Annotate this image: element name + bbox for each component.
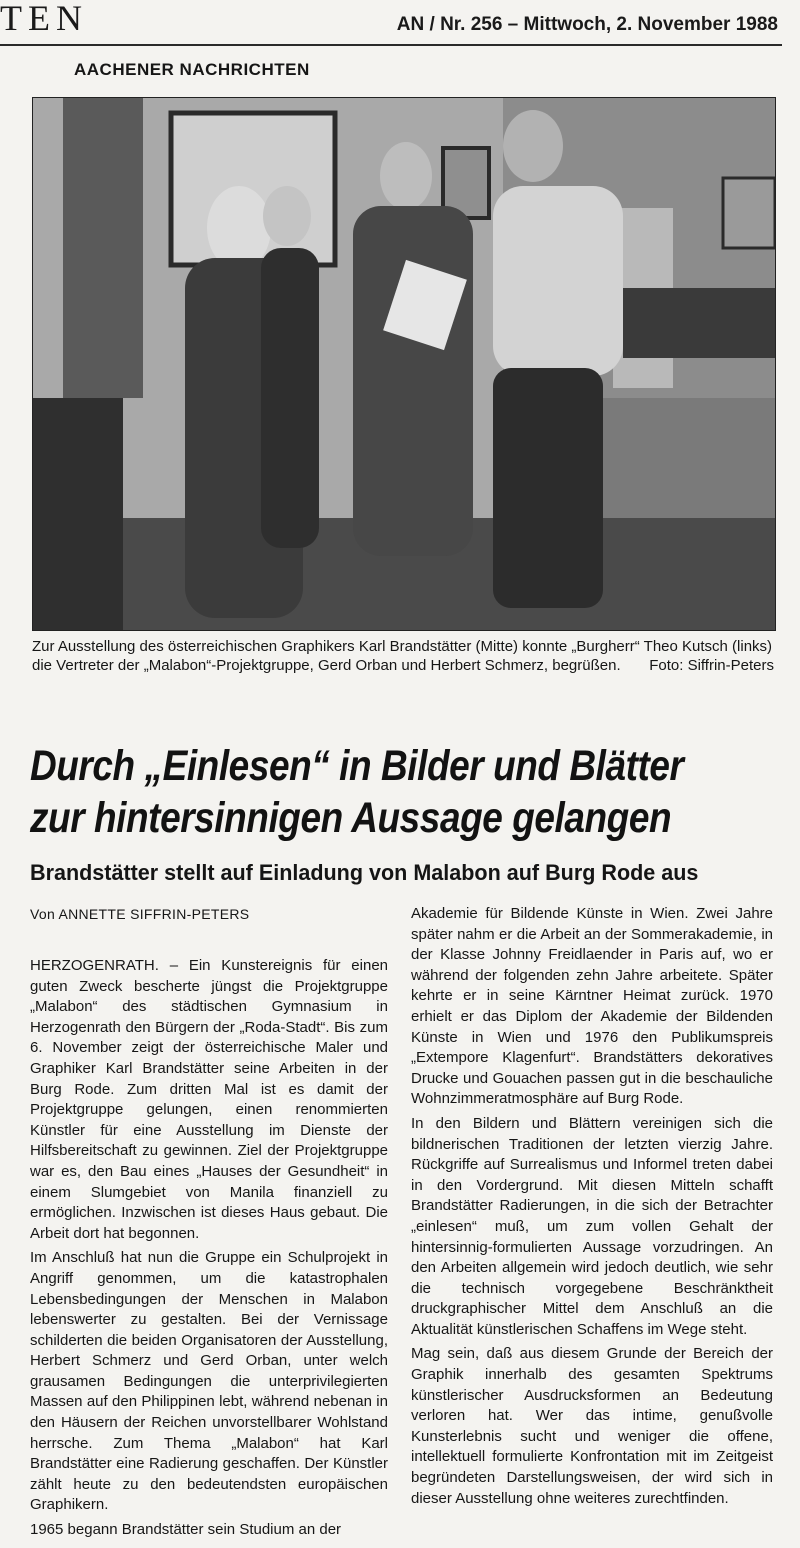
- issue-line: AN / Nr. 256 – Mittwoch, 2. November 1988: [396, 14, 778, 35]
- byline: Von ANNETTE SIFFRIN-PETERS: [30, 906, 250, 922]
- paragraph: 1965 begann Brandstätter sein Studium an der: [30, 1521, 342, 1539]
- masthead-fragment: TEN: [0, 0, 88, 38]
- headline-line-2: zur hintersinnigen Aussage gelangen: [30, 794, 672, 842]
- article-column-right: [411, 904, 773, 1509]
- headline-line-1: Durch „Einlesen“ in Bilder und Blätter: [30, 742, 684, 790]
- paragraph: Mag sein, daß aus diesem Grunde der Bereich der Graphik innerhalb des gesamten Spektrums künstlerischer Ausdrucksformen an Bedeutung verloren hat. Wer das intime, genußvolle Kunsterlebnis sucht und weniger die offene, intellektuell formulierte Konfrontation mit im Zeitgeist begründeten Darstellungsweisen, der wird sich in dieser Ausstellung ohne weiteres zurechtfinden.: [411, 1345, 773, 1507]
- news-photo: [32, 97, 776, 631]
- paper-name: AACHENER NACHRICHTEN: [74, 60, 310, 79]
- paragraph: HERZOGENRATH. – Ein Kunstereignis für einen guten Zweck bescherte jüngst die Projektgruppe „Malabon“ des städtischen Gymnasium in Herzogenrath den Bürgern der „Roda-Stadt“. Bis zum 6. November zeigt der österreichische Maler und Graphiker Karl Brandstätter seine Arbeiten in der Burg Rode. Zum dritten Mal ist es damit der Projektgruppe gelungen, einen renommierten Künstler für eine Ausstellung im Dienste der Hilfsbereitschaft zu gewinnen. Ziel der Projektgruppe war es, den Bau eines „Hauses der Gesundheit“ in einem Slumgebiet von Manila finanziell zu ermöglichen. Inzwischen ist dieses Haus gebaut. Die Arbeit dort hat begonnen.: [30, 957, 388, 1242]
- top-rule: [0, 44, 782, 46]
- article-column-left: [30, 956, 388, 1541]
- paragraph: In den Bildern und Blättern vereinigen sich die bildnerischen Traditionen der letzten vierzig Jahre. Rückgriffe auf Surrealismus und Informel treten dabei in den Vordergrund. Mit diesen Mitteln schafft Brandstätter Radierungen, in die sich der Betrachter „einlesen“ muß, um zum vollen Gehalt der hintersinnig-formulierten Aussage vorzudringen. An den Arbeiten allgemein wird jedoch deutlich, wie sehr die technisch vorgegebene Beschränktheit druckgraphischer Mittel dem Anschluß an die Aktualität künstlerischen Schaffens im Wege steht.: [411, 1114, 773, 1338]
- caption-text: Zur Ausstellung des österreichischen Graphikers Karl Brandstätter (Mitte) konnte „Burgherr“ Theo Kutsch (links) die Vertreter der „Malabon“-Projektgruppe, Gerd Orban und Herbert Schmerz, begrüßen.: [32, 638, 773, 674]
- subheadline: Brandstätter stellt auf Einladung von Malabon auf Burg Rode aus: [30, 860, 699, 885]
- photo-caption: [32, 637, 774, 675]
- photo-credit: Foto: Siffrin-Peters: [649, 657, 774, 674]
- paragraph: Im Anschluß hat nun die Gruppe ein Schulprojekt in Angriff genommen, um die katastrophalen Lebensbedingungen der Menschen in Malabon lebenswerter zu gestalten. Bei der Vernissage schilderten die beiden Organisatoren der Ausstellung, Herbert Schmerz und Gerd Orban, unter welch grausamen Bedingungen die unterprivilegierten Massen auf den Philippinen lebt, während nebenan in den Häusern der Reichen unvorstellbarer Wohlstand herrsche. Zum Thema „Malabon“ hat Karl Brandstätter eine Radierung geschaffen. Der Künstler zählt heute zu den bedeutendsten europäischen Graphikern.: [30, 1249, 388, 1514]
- paragraph: Akademie für Bildende Künste in Wien. Zwei Jahre später nahm er die Arbeit an der Sommerakademie, in der Klasse Johnny Freidlaender in Paris auf, wo er während der folgenden zehn Jahre arbeitete. Später kehrte er in seine Kärntner Heimat zurück. 1970 erhielt er das Diplom der Akademie der Bildenden Künste in Wien und 1976 den Publikumspreis „Extempore Klagenfurt“. Brandstätters dekoratives Drucke und Gouachen passen gut in die beschauliche Wohnzimmeratmosphäre auf Burg Rode.: [411, 905, 773, 1108]
- headline: [30, 740, 684, 844]
